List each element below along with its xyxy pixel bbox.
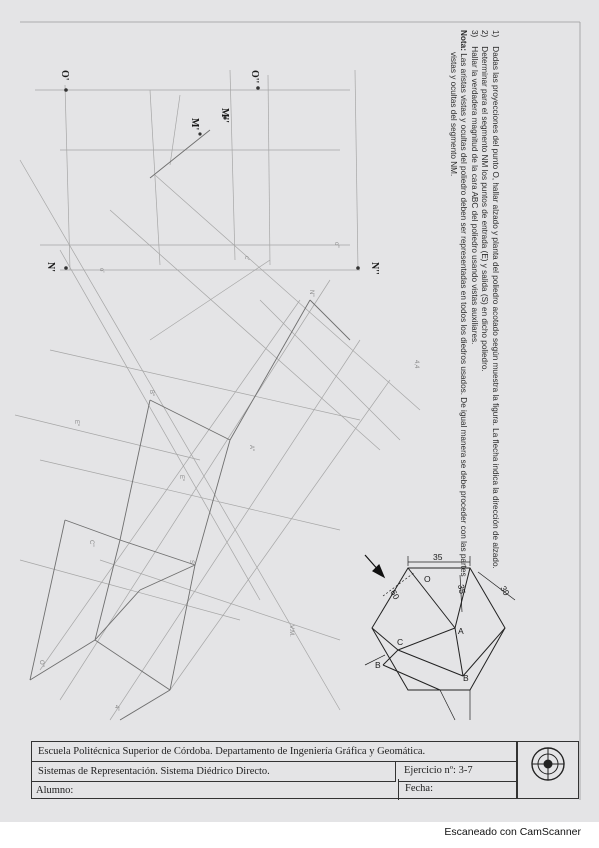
exercise-number: Ejercicio nº: 3-7 (398, 762, 516, 782)
svg-text:c': c' (243, 256, 249, 261)
subject-name: Sistemas de Representación. Sistema Diédrico Directo. (32, 762, 396, 782)
svg-text:o'': o'' (333, 242, 339, 248)
title-block (31, 741, 517, 799)
figure-label-b-left: B (375, 660, 381, 670)
figure-label-b: B (463, 673, 469, 683)
svg-text:4,4: 4,4 (413, 360, 419, 369)
label-m-plan: M' (189, 118, 200, 131)
label-n-plan: N' (45, 262, 56, 272)
svg-text:C'': C'' (88, 540, 94, 547)
instruction-number: 1) (491, 30, 500, 38)
instruction-number: 2) (480, 30, 490, 38)
svg-text:N'': N'' (308, 290, 314, 297)
label-n-elevation: N'' (369, 262, 380, 275)
svg-text:A'': A'' (248, 445, 254, 452)
date-field: Fecha: (398, 779, 516, 800)
dim-30: 30 (498, 584, 512, 598)
label-o-elevation: O'' (249, 70, 260, 84)
instruction-text: Dadas las proyecciones del punto O, hallar alzado y planta del poliedro acotado según muestra la figura. La flecha indica la dirección de alzado. (491, 46, 500, 569)
dim-35-top: 35 (433, 552, 443, 562)
instruction-text: Hallar la verdadera magnitud de la cara ABC del poliedro usando vistas auxiliares. (470, 46, 479, 345)
svg-text:4'': 4'' (113, 705, 119, 711)
svg-text:B'': B'' (148, 390, 154, 397)
dim-60: 60 (388, 588, 402, 602)
note-text-2: vistas y ocultas del segmento NM. (449, 52, 458, 177)
svg-text:O'': O'' (38, 660, 44, 667)
university-seal-box (517, 741, 579, 799)
svg-text:o': o' (98, 268, 104, 273)
dim-35-side: 35 (456, 583, 468, 595)
note-label: Nota: (459, 30, 469, 51)
label-o-plan: O' (59, 70, 70, 81)
school-name: Escuela Politécnica Superior de Córdoba. Departamento de Ingeniería Gráfica y Geomática. (32, 742, 516, 762)
figure-label-c: C (397, 637, 404, 647)
instruction-text: Determinar para el segmento NM los puntos de entrada (E) y salida (S) en dicho poliedro. (480, 46, 490, 372)
instruction-number: 3) (470, 30, 479, 38)
note-text: Las aristas vistas y ocultas del poliedro deben ser representadas en todos los diedros usados. De igual manera se debe proceder con las partes (459, 53, 469, 577)
scanner-watermark: Escaneado con CamScanner (444, 826, 581, 838)
figure-label-o: O (424, 574, 431, 584)
figure-label-a: A (458, 626, 464, 636)
svg-text:E'': E'' (73, 420, 79, 427)
svg-text:E'': E'' (178, 475, 184, 482)
student-field: Alumno: (36, 785, 74, 796)
svg-text:S'': S'' (188, 560, 194, 567)
label-m-elevation: M'' (219, 108, 230, 123)
svg-text:V.M.: V.M. (288, 625, 294, 637)
